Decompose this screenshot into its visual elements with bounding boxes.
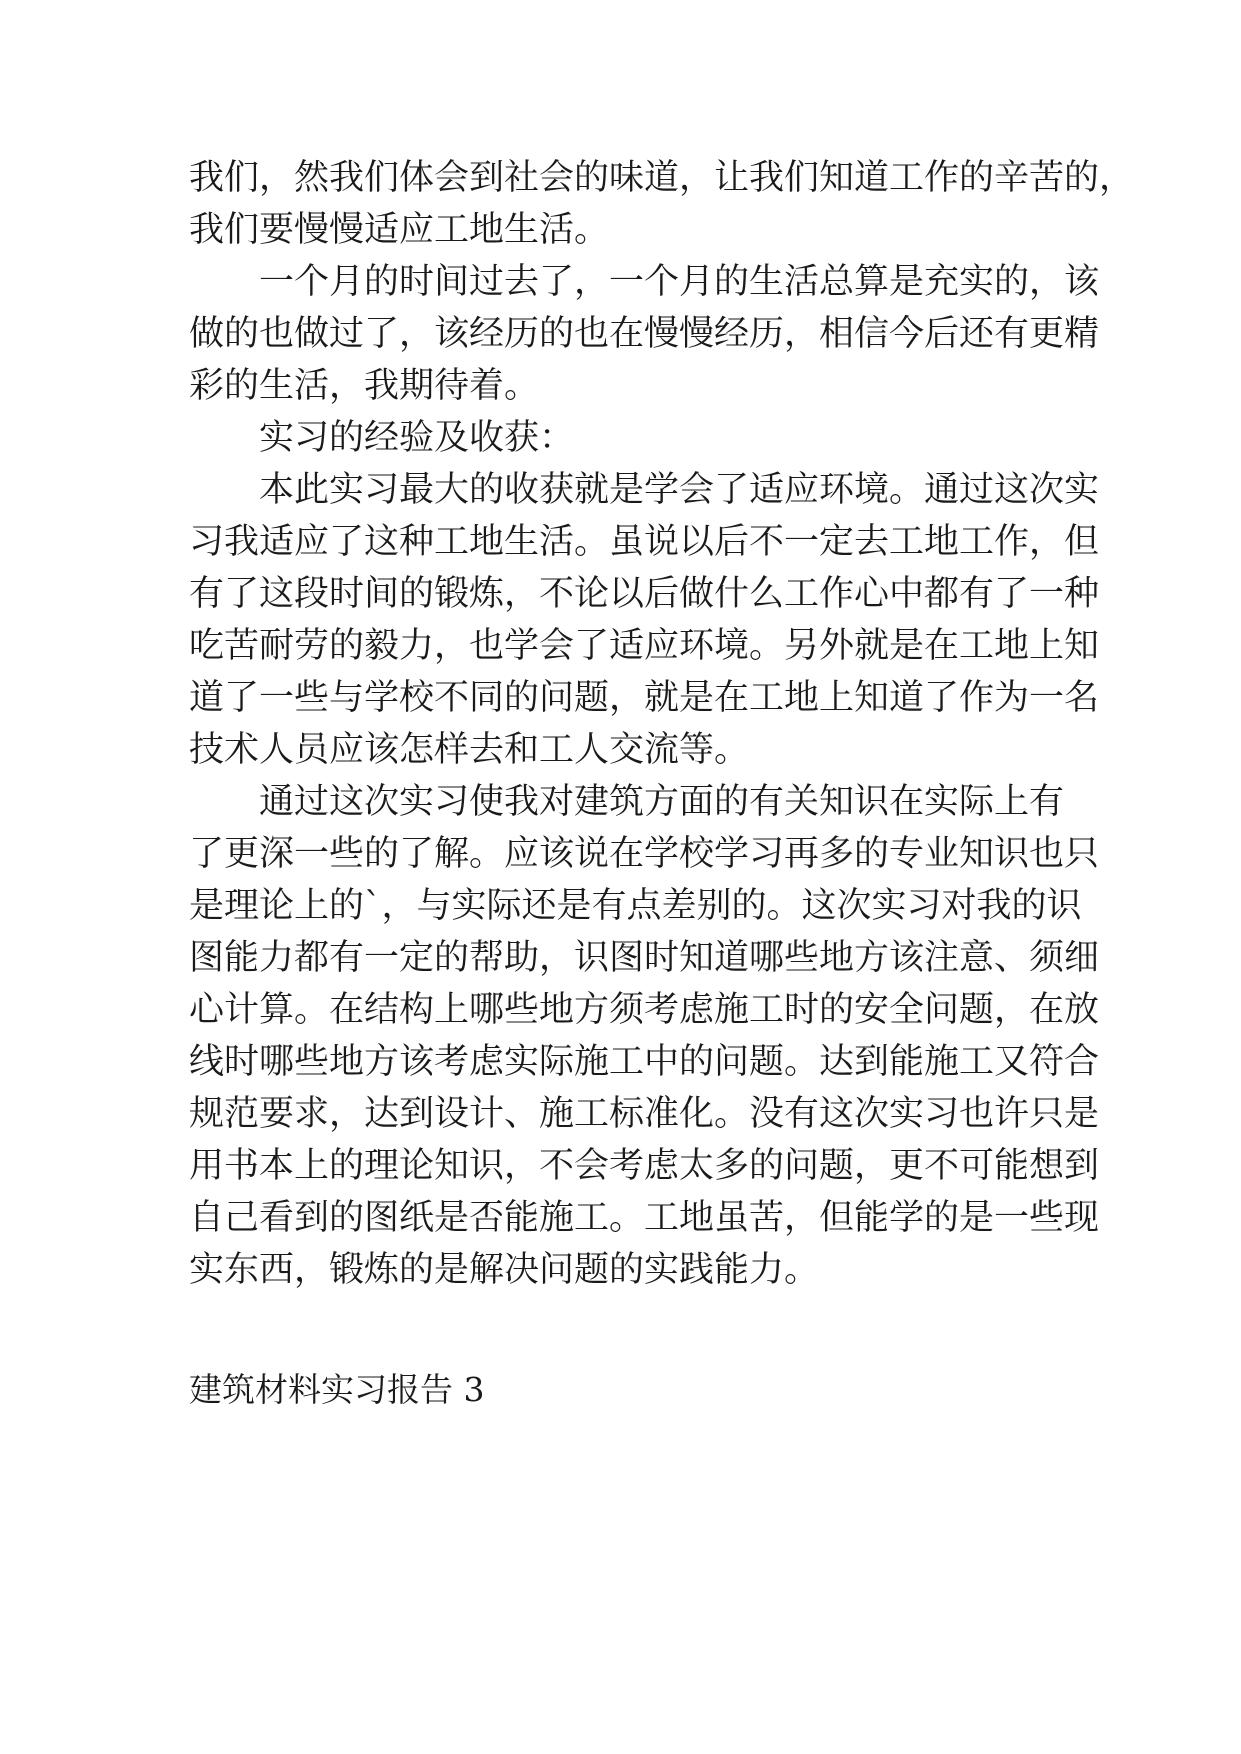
paragraph-5-line-9: 自己看到的图纸是否能施工。工地虽苦，但能学的是一些现 xyxy=(189,1198,1100,1238)
paragraph-4-line-5: 道了一些与学校不同的问题，就是在工地上知道了作为一名 xyxy=(189,678,1100,718)
paragraph-4-line-3: 有了这段时间的锻炼，不论以后做什么工作心中都有了一种 xyxy=(189,574,1100,614)
paragraph-5-line-4: 图能力都有一定的帮助，识图时知道哪些地方该注意、须细 xyxy=(189,938,1100,978)
paragraph-5-line-7: 规范要求，达到设计、施工标准化。没有这次实习也许只是 xyxy=(189,1094,1100,1134)
paragraph-5-line-2: 了更深一些的了解。应该说在学校学习再多的专业知识也只 xyxy=(189,834,1100,874)
section-heading: 建筑材料实习报告 3 xyxy=(189,1370,485,1409)
paragraph-2-line-2: 做的也做过了，该经历的也在慢慢经历，相信今后还有更精 xyxy=(189,314,1100,354)
paragraph-4-line-4: 吃苦耐劳的毅力，也学会了适应环境。另外就是在工地上知 xyxy=(189,626,1100,666)
paragraph-5-line-10: 实东西，锻炼的是解决问题的实践能力。 xyxy=(189,1250,820,1290)
paragraph-2-line-1: 一个月的时间过去了，一个月的生活总算是充实的，该 xyxy=(259,262,1100,302)
paragraph-5-line-3: 是理论上的`，与实际还是有点差别的。这次实习对我的识 xyxy=(189,886,1082,926)
paragraph-1-line-1: 我们，然我们体会到社会的味道，让我们知道工作的辛苦的， xyxy=(189,158,1135,198)
paragraph-1-line-2: 我们要慢慢适应工地生活。 xyxy=(189,210,610,250)
paragraph-4-line-2: 习我适应了这种工地生活。虽说以后不一定去工地工作，但 xyxy=(189,522,1100,562)
paragraph-4-line-1: 本此实习最大的收获就是学会了适应环境。通过这次实 xyxy=(259,470,1100,510)
paragraph-4-line-6: 技术人员应该怎样去和工人交流等。 xyxy=(189,730,750,770)
paragraph-3-line-1: 实习的经验及收获： xyxy=(259,418,575,458)
paragraph-5-line-1: 通过这次实习使我对建筑方面的有关知识在实际上有 xyxy=(259,782,1065,822)
paragraph-5-line-5: 心计算。在结构上哪些地方须考虑施工时的安全问题，在放 xyxy=(189,990,1100,1030)
paragraph-5-line-6: 线时哪些地方该考虑实际施工中的问题。达到能施工又符合 xyxy=(189,1042,1100,1082)
paragraph-5-line-8: 用书本上的理论知识，不会考虑太多的问题，更不可能想到 xyxy=(189,1146,1100,1186)
paragraph-2-line-3: 彩的生活，我期待着。 xyxy=(189,366,540,406)
